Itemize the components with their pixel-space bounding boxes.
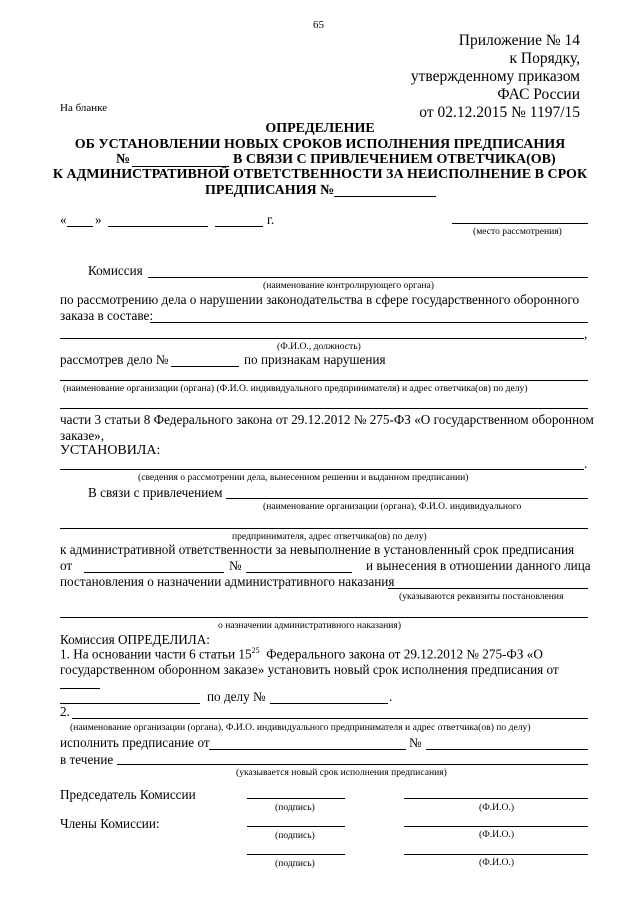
involvement-caption-3: (указываются реквизиты постановления [399,591,564,602]
chairman-sign-line [247,798,345,799]
title-line-2: ОБ УСТАНОВЛЕНИИ НОВЫХ СРОКОВ ИСПОЛНЕНИЯ ПРЕДПИСАНИЯ [74,137,566,152]
member-2-fio-caption: (Ф.И.О.) [479,857,515,868]
composition-comma: , [584,326,588,341]
title-line-5-prefix: ПРЕДПИСАНИЯ № [205,183,335,198]
involvement-line-2 [60,528,588,529]
commission-label: Комиссия [88,263,143,278]
decided-superscript: 25 [251,646,260,655]
respondent-caption: (наименование организации (органа) (Ф.И.О. индивидуального предпринимателя) и адрес ответчика(ов) по делу) [63,383,528,394]
case-prefix: по делу № [207,689,266,704]
resolution-line-2 [60,617,588,618]
month-line [108,226,208,227]
decided-item-1-line-2: государственном оборонном заказе» установить новый срок исполнения предписания от [60,662,559,677]
composition-line [150,322,588,323]
involvement-line [226,498,588,499]
case-number-line [171,366,239,367]
quote-open: « [60,212,67,227]
page-number: 65 [313,19,324,31]
law-line-2: заказе», [60,428,105,443]
on-blank-label: На бланке [60,102,108,114]
term-line [117,764,588,765]
involvement-text-3: постановления о назначении административного наказания [60,574,395,589]
composition-line-2 [60,338,584,339]
respondent-line [60,380,588,381]
commission-line [148,277,588,278]
execute-prefix: исполнить предписание от [60,735,210,750]
involvement-text-1: к административной ответственности за невыполнение в установленный срок предписания [60,542,575,557]
member-2-sign-caption: (подпись) [275,858,315,869]
established-label: УСТАНОВИЛА: [60,443,161,458]
involvement-text-2: и вынесения в отношении данного лица [366,558,591,573]
prescription-number-line [246,572,352,573]
new-date-line-2 [60,703,200,704]
title-line-3-prefix: № [116,152,131,167]
appendix-line-2: к Порядку, [509,50,580,67]
decided-item-2: 2. [60,704,70,719]
commission-text-2: заказа в составе: [60,308,154,323]
commission-text-1: по рассмотрению дела о нарушении законодательства в сфере государственного оборонного [60,292,580,307]
within-label: в течение [60,752,114,767]
decided-item-1-end: Федерального закона от 29.12.2012 № 275-ФЗ «О [266,646,543,662]
member-2-sign-line [247,854,345,855]
title-line-4: К АДМИНИСТРАТИВНОЙ ОТВЕТСТВЕННОСТИ ЗА НЕИСПОЛНЕНИЕ В СРОК [52,167,588,182]
day-line [67,226,93,227]
appendix-line-5: от 02.12.2015 № 1197/15 [419,104,580,121]
chairman-label: Председатель Комиссии [60,787,196,802]
respondent-line-2 [60,408,588,409]
involvement-number: № [229,558,242,573]
item-2-line [72,718,588,719]
title-number-line-2 [334,196,436,197]
new-date-line [60,688,100,689]
info-dot: . [584,456,588,471]
involvement-caption-2: предпринимателя, адрес ответчика(ов) по делу) [232,531,427,542]
decided-header: Комиссия ОПРЕДЕЛИЛА: [60,632,210,647]
appendix-line-1: Приложение № 14 [458,32,580,49]
item-2-caption: (наименование организации (органа), Ф.И.О. индивидуального предпринимателя и адрес ответчика(ов) по делу) [70,722,531,733]
involvement-prefix: В связи с привлечением [88,485,223,500]
member-1-fio-line [404,826,588,827]
reviewed-prefix: рассмотрев дело № [60,352,169,367]
involvement-from: от [60,558,73,573]
decided-item-1 [60,646,543,662]
involvement-caption-4: о назначении административного наказания) [218,620,402,631]
members-label: Члены Комиссии: [60,816,160,831]
member-1-fio-caption: (Ф.И.О.) [479,829,515,840]
reviewed-suffix: по признакам нарушения [244,352,386,367]
member-1-sign-caption: (подпись) [275,830,315,841]
case-dot: . [389,689,393,704]
member-1-sign-line [247,826,345,827]
chairman-fio-line [404,798,588,799]
execute-number-line [426,749,588,750]
member-2-fio-line [404,854,588,855]
chairman-fio-caption: (Ф.И.О.) [479,802,515,813]
info-line [60,469,584,470]
year-line [215,226,263,227]
commission-caption: (наименование контролирующего органа) [263,280,434,291]
involvement-caption-1: (наименование организации (органа), Ф.И.О. индивидуального [263,501,522,512]
case-line [270,703,388,704]
place-caption: (место рассмотрения) [473,226,562,237]
appendix-line-4: ФАС России [497,86,580,103]
resolution-line [388,588,588,589]
chairman-sign-caption: (подпись) [275,802,315,813]
fio-caption: (Ф.И.О., должность) [277,341,361,352]
year-suffix: г. [267,212,275,227]
decided-item-1-start: 1. На основании части 6 статьи 15 [60,646,252,662]
law-line-1: части 3 статьи 8 Федерального закона от 29.12.2012 № 275-ФЗ «О государственном оборонном [60,412,594,427]
title-line-3-suffix: В СВЯЗИ С ПРИВЛЕЧЕНИЕМ ОТВЕТЧИКА(ОВ) [233,152,556,167]
term-caption: (указывается новый срок исполнения предписания) [236,767,447,778]
quote-close: » [95,212,102,227]
execute-number: № [409,735,422,750]
prescription-date-line [84,572,224,573]
execute-date-line [209,749,406,750]
info-caption: (сведения о рассмотрении дела, вынесенном решении и выданном предписании) [138,472,469,483]
appendix-line-3: утвержденному приказом [410,68,580,85]
title-line-1: ОПРЕДЕЛЕНИЕ [265,121,375,136]
place-line [452,223,588,224]
